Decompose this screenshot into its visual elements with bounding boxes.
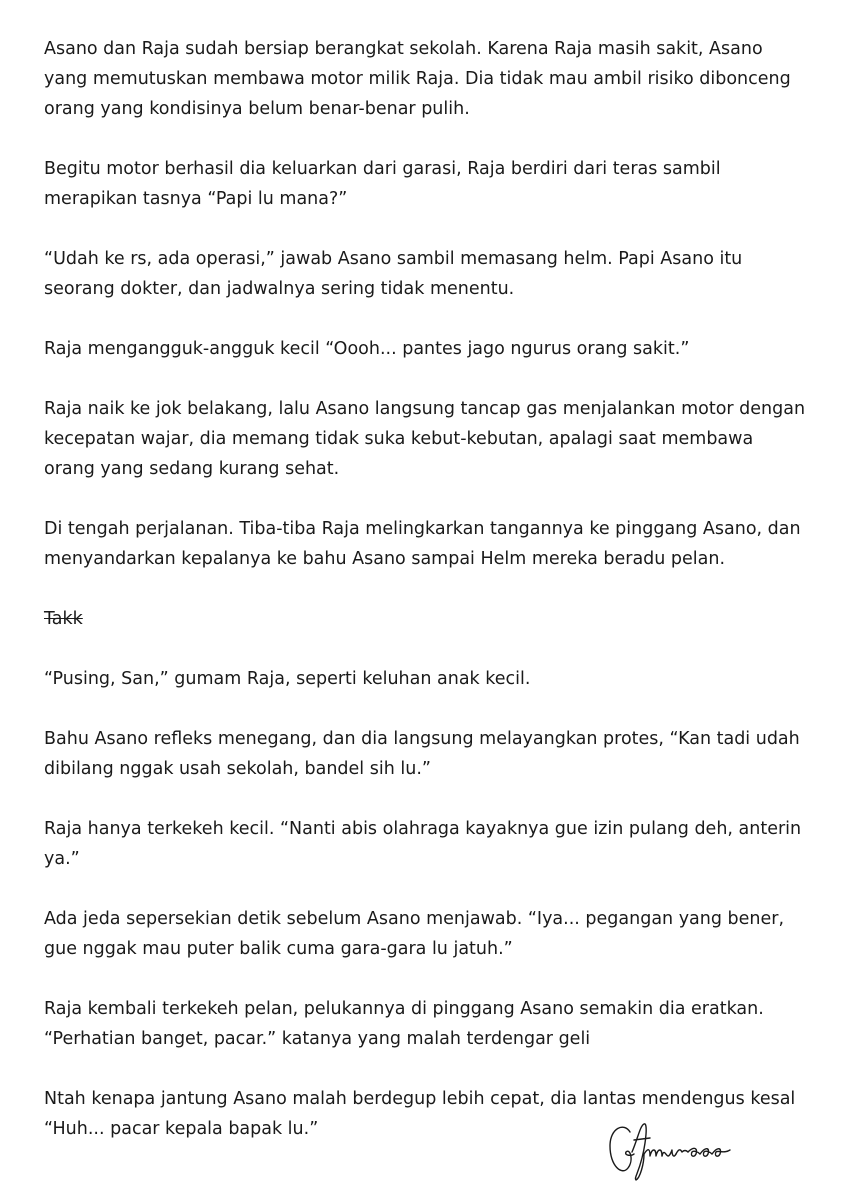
paragraph-6: Di tengah perjalanan. Tiba-tiba Raja melingkarkan tangannya ke pinggang Asano, dan menyandarkan kepalanya ke bahu Asano sampai Helm mereka beradu pelan.	[44, 519, 801, 569]
paragraph-11: Ada jeda sepersekian detik sebelum Asano menjawab. “Iya... pegangan yang bener, gue nggak mau puter balik cuma gara-gara lu jatuh.”	[44, 909, 785, 959]
paragraph-12: Raja kembali terkekeh pelan, pelukannya di pinggang Asano semakin dia eratkan. “Perhatian banget, pacar.” katanya yang malah terdengar geli	[44, 999, 764, 1049]
paragraph-5: Raja naik ke jok belakang, lalu Asano langsung tancap gas menjalankan motor dengan kecepatan wajar, dia memang tidak suka kebut-kebutan, apalagi saat membawa orang yang sedang kurang sehat.	[44, 399, 806, 479]
paragraph-13: Ntah kenapa jantung Asano malah berdegup lebih cepat, dia lantas mendengus kesal “Huh... pacar kepala bapak lu.”	[44, 1089, 796, 1139]
paragraph-8: “Pusing, San,” gumam Raja, seperti keluhan anak kecil.	[44, 669, 531, 689]
paragraph-3: “Udah ke rs, ada operasi,” jawab Asano sambil memasang helm. Papi Asano itu seorang dokter, dan jadwalnya sering tidak menentu.	[44, 249, 743, 299]
paragraph-1: Asano dan Raja sudah bersiap berangkat sekolah. Karena Raja masih sakit, Asano yang memutuskan membawa motor milik Raja. Dia tidak mau ambil risiko dibonceng orang yang kondisinya belum benar-benar pulih.	[44, 39, 791, 119]
author-signature	[604, 1118, 784, 1184]
paragraph-9: Bahu Asano refleks menegang, dan dia langsung melayangkan protes, “Kan tadi udah dibilang nggak usah sekolah, bandel sih lu.”	[44, 729, 800, 779]
paragraph-2: Begitu motor berhasil dia keluarkan dari garasi, Raja berdiri dari teras sambil merapikan tasnya “Papi lu mana?”	[44, 159, 721, 209]
sound-effect-takk: Takk	[44, 609, 83, 629]
paragraph-4: Raja mengangguk-angguk kecil “Oooh... pantes jago ngurus orang sakit.”	[44, 339, 690, 359]
paragraph-10: Raja hanya terkekeh kecil. “Nanti abis olahraga kayaknya gue izin pulang deh, anterin ya.”	[44, 819, 802, 869]
